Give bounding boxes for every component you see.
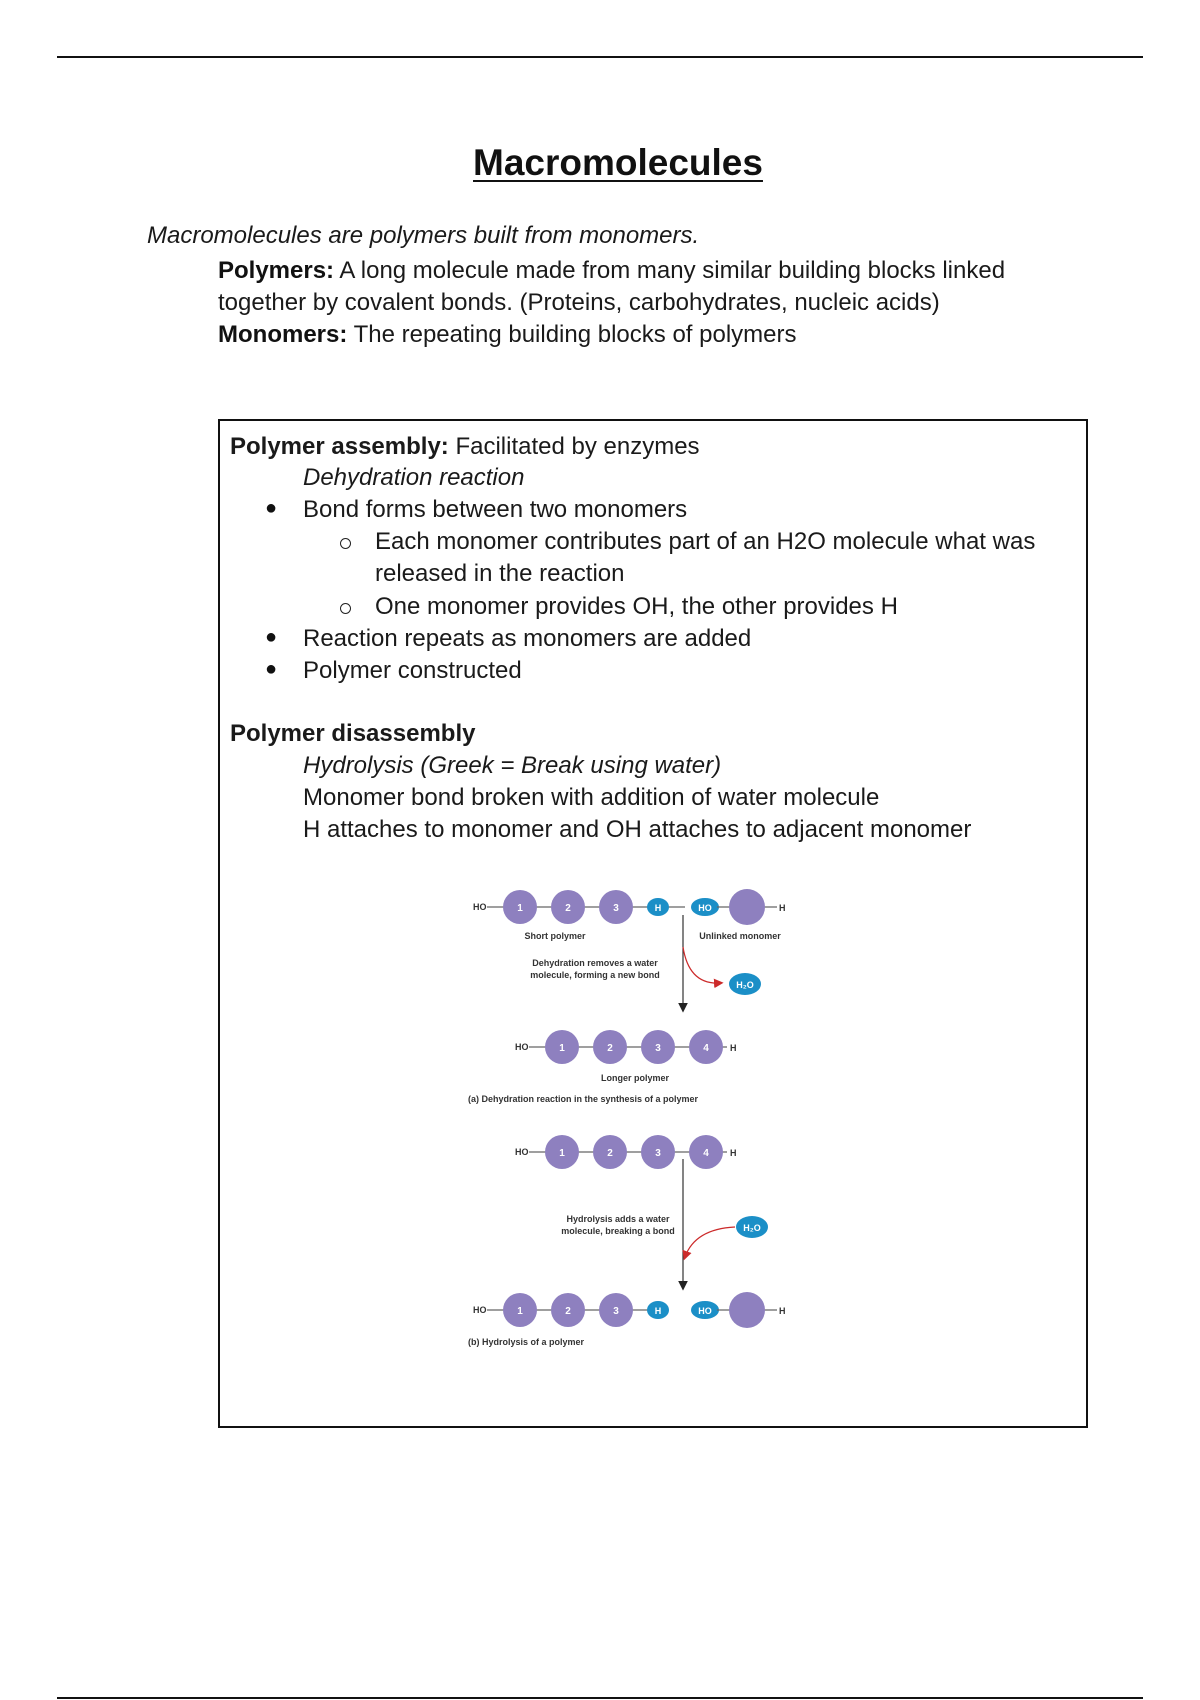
polymers-text: A long molecule made from many similar building blocks linked together by covalent bonds. (Proteins, carbohydrates, nucleic acids) (218, 257, 1006, 316)
sub-bullet-oh-h: One monomer provides OH, the other provides H (375, 593, 898, 620)
polymers-definition (218, 255, 1088, 319)
short-polymer-label: Short polymer (524, 931, 586, 941)
water-out-arrow (683, 947, 720, 983)
water-in-arrow (685, 1227, 735, 1257)
caption-b: (b) Hydrolysis of a polymer (468, 1337, 585, 1347)
monomer-number: 3 (655, 1043, 661, 1054)
h-label: H (779, 1306, 786, 1316)
ho-group-label: HO (698, 1306, 712, 1316)
ho-group-label: HO (698, 903, 712, 913)
unlinked-monomer (729, 889, 765, 925)
ho-label: HO (515, 1147, 529, 1157)
polymers-term: Polymers: (218, 257, 335, 284)
bullet-polymer-constructed: Polymer constructed (303, 657, 522, 684)
hydrolysis-line-1: Monomer bond broken with addition of water molecule (303, 784, 880, 811)
hydrolysis-label: Hydrolysis (Greek = Break using water) (303, 752, 722, 779)
hydrolysis-note: Hydrolysis adds a water (566, 1214, 670, 1224)
monomer-number: 2 (565, 903, 571, 914)
sub-bullet-circle (340, 603, 351, 614)
short-polymer-row (473, 889, 786, 941)
monomer-number: 4 (703, 1043, 709, 1054)
hydrolysis-note: molecule, breaking a bond (561, 1226, 675, 1236)
polymer-box (218, 419, 1088, 1428)
sub-bullet-h2o-1: Each monomer contributes part of an H2O molecule what was (375, 528, 1036, 555)
dehydration-label: Dehydration reaction (303, 464, 525, 491)
top-rule (57, 56, 1143, 58)
monomer-number: 4 (703, 1148, 709, 1159)
monomer-number: 3 (613, 903, 619, 914)
intro-sentence: Macromolecules are polymers built from monomers. (147, 222, 700, 249)
ho-label: HO (473, 1305, 487, 1315)
longer-polymer-row (468, 1030, 737, 1104)
h-label: H (779, 903, 786, 913)
monomers-term: Monomers: (218, 321, 348, 348)
bullet-dot: ● (265, 497, 278, 519)
monomer-number: 1 (559, 1148, 565, 1159)
bullet-reaction-repeats: Reaction repeats as monomers are added (303, 625, 752, 652)
bullet-dot: ● (265, 626, 278, 648)
monomer-number: 3 (613, 1306, 619, 1317)
monomer-number: 2 (607, 1148, 613, 1159)
dehydration-note: molecule, forming a new bond (530, 970, 660, 980)
hydrolysis-line-2: H attaches to monomer and OH attaches to adjacent monomer (303, 816, 972, 843)
monomer-number: 2 (607, 1043, 613, 1054)
assembly-heading-bold: Polymer assembly: (230, 433, 449, 460)
page-title: Macromolecules (473, 142, 763, 183)
monomer-number: 1 (517, 903, 523, 914)
monomer-number: 1 (559, 1043, 565, 1054)
bottom-rule (57, 1697, 1143, 1699)
bullet-bond-forms: Bond forms between two monomers (303, 496, 688, 523)
ho-label: HO (473, 902, 487, 912)
released-monomer (729, 1292, 765, 1328)
monomer-number: 3 (655, 1148, 661, 1159)
disassembly-heading: Polymer disassembly (230, 720, 476, 747)
assembly-heading-rest: Facilitated by enzymes (455, 433, 700, 460)
hydrolysis-result-row (468, 1292, 786, 1347)
h-label: H (654, 1306, 662, 1316)
assembly-heading (230, 433, 700, 461)
longer-polymer-label: Longer polymer (600, 1073, 670, 1083)
monomer-number: 1 (517, 1306, 523, 1317)
bullet-dot: ● (265, 658, 278, 680)
h-label: H (730, 1043, 737, 1053)
polymer-reaction-diagram (465, 885, 825, 1370)
hydrolysis-start-row (515, 1135, 737, 1169)
sub-bullet-circle (340, 538, 351, 549)
monomers-text: The repeating building blocks of polymers (353, 321, 797, 348)
unlinked-monomer-label: Unlinked monomer (699, 931, 781, 941)
monomers-definition (218, 319, 1088, 351)
water-label: H₂O (736, 980, 754, 990)
monomer-number: 2 (565, 1306, 571, 1317)
ho-label: HO (515, 1042, 529, 1052)
h-label: H (730, 1148, 737, 1158)
dehydration-note: Dehydration removes a water (532, 958, 658, 968)
h-label: H (654, 903, 662, 913)
water-label: H₂O (743, 1223, 761, 1233)
caption-a: (a) Dehydration reaction in the synthesis of a polymer (468, 1094, 699, 1104)
sub-bullet-h2o-2: released in the reaction (375, 560, 625, 587)
